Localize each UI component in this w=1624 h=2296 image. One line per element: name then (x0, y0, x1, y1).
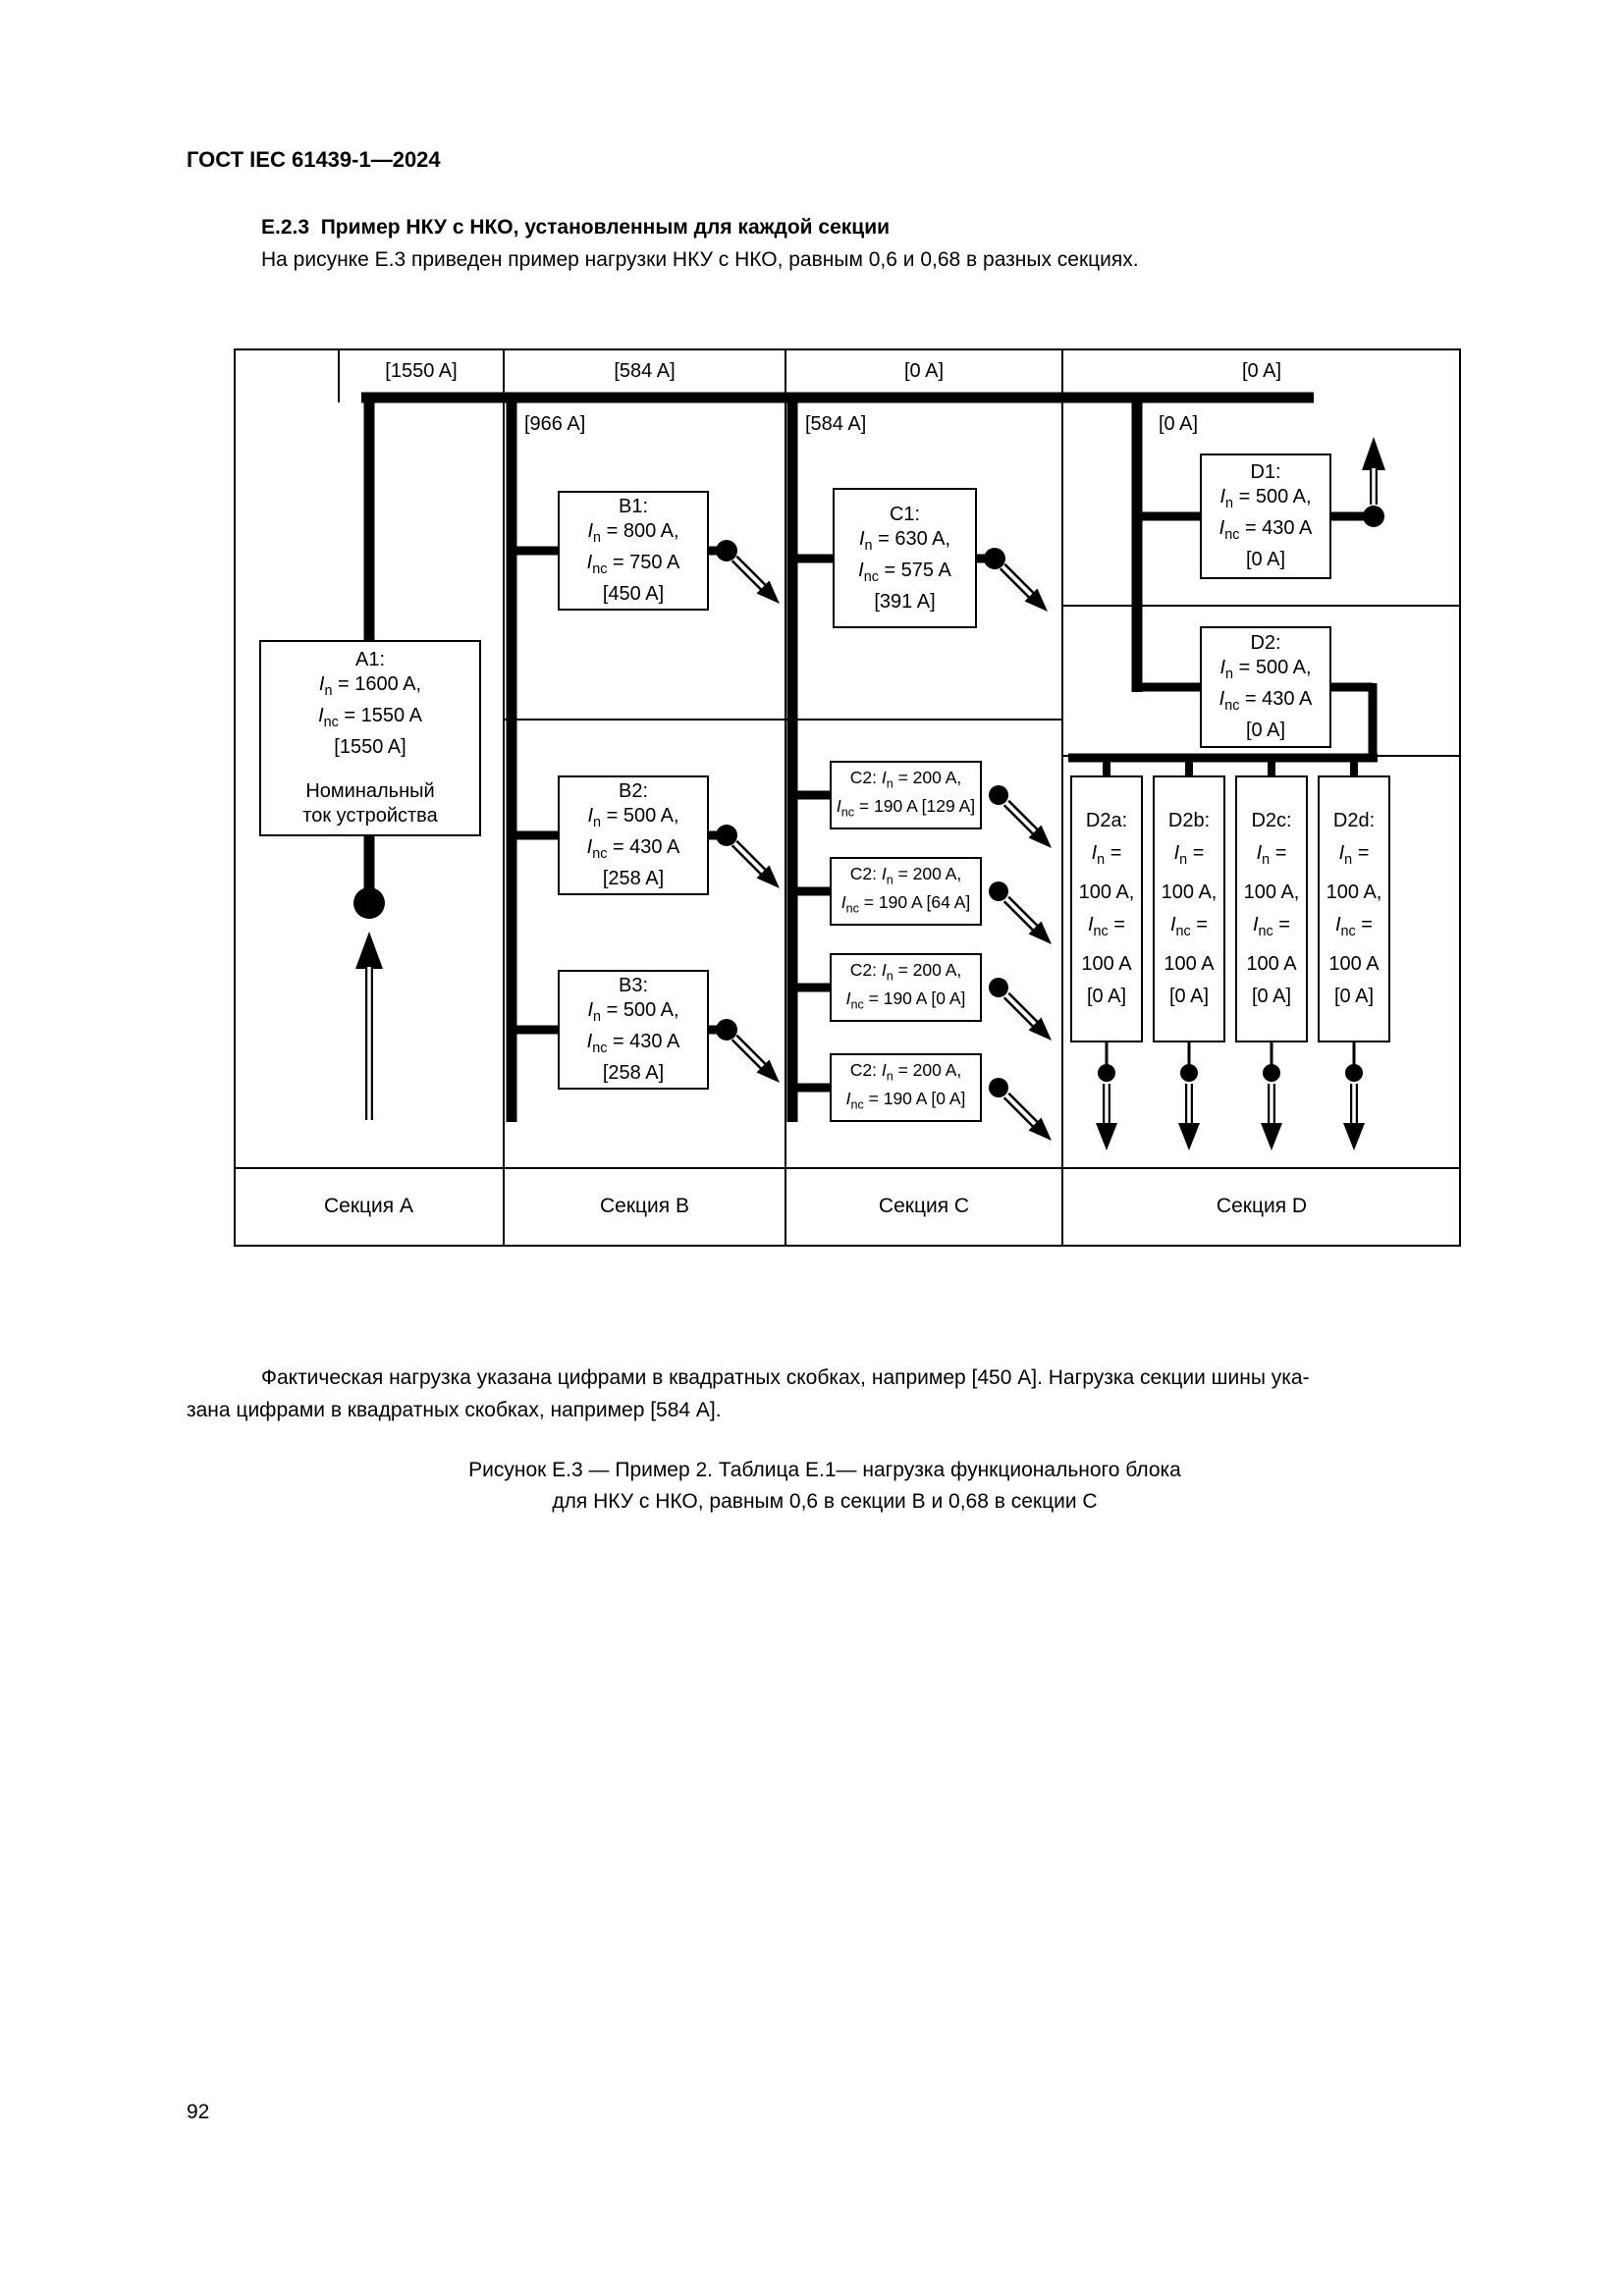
unit-d1-in: $I_n = 500$ A, (1219, 486, 1312, 511)
c1-connection-dot (984, 548, 1005, 569)
b3-outgoing-arrow-icon (734, 1038, 780, 1083)
unit-box-d2c (1235, 775, 1308, 1042)
unit-box-c1 (833, 488, 977, 628)
incoming-connection-dot (353, 887, 385, 919)
unit-d2-load: [0 A] (1245, 720, 1286, 741)
unit-d2b-id: D2b: (1167, 810, 1211, 831)
unit-box-c2-3 (830, 953, 982, 1022)
unit-d2a-l4: 100 A (1081, 953, 1132, 975)
unit-b2-inc: $I_{nc} = 430$ A (586, 836, 680, 862)
d2d-connection-dot (1345, 1064, 1363, 1082)
unit-b2-load: [258 A] (602, 868, 665, 889)
unit-d2c-load: [0 A] (1251, 986, 1292, 1007)
unit-a1-load: [1550 A] (334, 736, 406, 758)
unit-b3-load: [258 A] (602, 1062, 665, 1084)
unit-c2-4-line1: C2: $I_n = 200$ A, (849, 1059, 962, 1083)
document-header: ГОСТ IEC 61439-1—2024 (187, 147, 441, 172)
section-name-d: Секция D (1216, 1195, 1308, 1217)
section-name-b: Секция В (599, 1195, 689, 1217)
unit-a1-note-line1: Номинальный (305, 780, 435, 802)
unit-c2-4-line2: $I_{nc} = 190$ A [0 A] (845, 1089, 966, 1112)
unit-box-c2-2 (830, 857, 982, 926)
intro-paragraph: На рисунке Е.3 приведен пример нагрузки НКУ с НКО, равным 0,6 и 0,68 в разных секциях. (261, 248, 1139, 271)
unit-c1-inc: $I_{nc} = 575$ A (858, 559, 951, 585)
unit-b2-id: B2: (618, 780, 649, 802)
d2d-outgoing-arrow-icon (1343, 1084, 1365, 1150)
figure-e3-diagram (234, 348, 1461, 1247)
section-c-bus-load: [584 A] (805, 413, 867, 435)
unit-d2d-id: D2d: (1332, 810, 1376, 831)
unit-box-c2-4 (830, 1053, 982, 1122)
unit-c2-2-line1: C2: $I_n = 200$ A, (849, 863, 962, 886)
unit-d2a-load: [0 A] (1086, 986, 1127, 1007)
unit-d1-inc: $I_{nc} = 430$ A (1218, 517, 1313, 543)
section-b-bus-load: [966 A] (524, 413, 586, 435)
c2-1-outgoing-arrow-icon (1006, 803, 1052, 848)
section-d-bus-load: [0 A] (1159, 413, 1199, 435)
unit-d2b-l4: 100 A (1164, 953, 1215, 975)
unit-box-d1 (1200, 454, 1331, 579)
busbar-load-c: [0 A] (903, 359, 945, 382)
unit-b1-load: [450 A] (602, 583, 665, 605)
unit-box-d2a (1070, 775, 1143, 1042)
c2-3-connection-dot (989, 978, 1008, 997)
d2c-outgoing-arrow-icon (1261, 1084, 1282, 1150)
c2-1-connection-dot (989, 785, 1008, 805)
unit-d2-inc: $I_{nc} = 430$ A (1218, 688, 1313, 714)
unit-d2d-l1: $I_n$ = (1338, 842, 1370, 868)
unit-d2c-l4: 100 A (1246, 953, 1297, 975)
page-number: 92 (187, 2101, 210, 2123)
unit-d2c-l3: $I_{nc}$ = (1252, 914, 1290, 939)
unit-d1-load: [0 A] (1245, 549, 1286, 570)
c2-4-outgoing-arrow-icon (1006, 1095, 1052, 1141)
d2c-connection-dot (1263, 1064, 1280, 1082)
unit-b1-inc: $I_{nc} = 750$ A (586, 552, 680, 577)
unit-d2d-l2: 100 A, (1326, 881, 1382, 903)
unit-d2c-id: D2c: (1251, 810, 1292, 831)
unit-d2a-id: D2a: (1085, 810, 1128, 831)
unit-b3-inc: $I_{nc} = 430$ A (586, 1031, 680, 1056)
b1-connection-dot (716, 540, 737, 561)
figure-caption-line1: Рисунок Е.3 — Пример 2. Таблица Е.1— нагрузка функционального блока (468, 1459, 1181, 1481)
unit-box-d2d (1318, 775, 1390, 1042)
d1-connection-dot (1363, 506, 1384, 527)
unit-d2b-l1: $I_n$ = (1173, 842, 1205, 868)
busbar-load-b: [584 A] (614, 359, 676, 382)
unit-d2a-l1: $I_n$ = (1091, 842, 1122, 868)
b3-connection-dot (716, 1019, 737, 1041)
unit-d2-in: $I_n = 500$ A, (1219, 657, 1312, 682)
unit-b1-in: $I_n = 800$ A, (587, 520, 679, 546)
unit-a1-in: $I_n = 1600$ A, (318, 673, 422, 699)
unit-d2c-l2: 100 A, (1243, 881, 1300, 903)
b2-connection-dot (716, 825, 737, 846)
clause-heading: Е.2.3 Пример НКУ с НКО, установленным для каждой секции (261, 216, 891, 239)
c2-4-connection-dot (989, 1078, 1008, 1097)
unit-box-d2b (1153, 775, 1225, 1042)
incoming-arrow-icon (355, 932, 383, 969)
unit-d2-id: D2: (1250, 632, 1281, 654)
note-paragraph-line2: зана цифрами в квадратных скобках, например [584 А]. (187, 1399, 722, 1421)
d2b-outgoing-arrow-icon (1178, 1084, 1200, 1150)
busbar-load-d: [0 A] (1241, 359, 1282, 382)
unit-d2d-l4: 100 A (1328, 953, 1380, 975)
c1-outgoing-arrow-icon (1002, 566, 1048, 612)
unit-box-d2 (1200, 626, 1331, 748)
b1-outgoing-arrow-icon (734, 559, 780, 604)
c2-2-outgoing-arrow-icon (1006, 899, 1052, 944)
unit-c2-3-line1: C2: $I_n = 200$ A, (849, 959, 962, 983)
d2a-connection-dot (1098, 1064, 1115, 1082)
unit-b3-id: B3: (618, 975, 649, 996)
unit-box-b3 (558, 970, 709, 1090)
d2a-outgoing-arrow-icon (1096, 1084, 1117, 1150)
unit-box-c2-1 (830, 761, 982, 829)
unit-c2-2-line2: $I_{nc} = 190$ A [64 A] (840, 892, 971, 916)
unit-c1-id: C1: (889, 503, 921, 525)
figure-caption (187, 1455, 1463, 1518)
unit-d1-id: D1: (1250, 461, 1281, 483)
unit-a1-id: A1: (354, 649, 386, 670)
section-name-a: Секция А (323, 1195, 413, 1217)
unit-c2-3-line2: $I_{nc} = 190$ A [0 A] (845, 988, 966, 1012)
c2-3-outgoing-arrow-icon (1006, 995, 1052, 1041)
unit-box-b2 (558, 775, 709, 895)
unit-b3-in: $I_n = 500$ A, (587, 999, 679, 1025)
unit-d2b-l2: 100 A, (1161, 881, 1218, 903)
d1-up-arrow-icon (1362, 437, 1385, 470)
unit-b1-id: B1: (618, 496, 649, 517)
unit-d2d-load: [0 A] (1333, 986, 1375, 1007)
unit-box-b1 (558, 491, 709, 611)
unit-b2-in: $I_n = 500$ A, (587, 805, 679, 830)
note-paragraph-line1: Фактическая нагрузка указана цифрами в квадратных скобках, например [450 А]. Нагрузка секции шины ука- (261, 1366, 1310, 1389)
unit-d2a-l3: $I_{nc}$ = (1087, 914, 1125, 939)
unit-c2-1-line2: $I_{nc} = 190$ A [129 A] (836, 796, 976, 820)
unit-d2b-l3: $I_{nc}$ = (1169, 914, 1208, 939)
unit-d2a-l2: 100 A, (1078, 881, 1135, 903)
figure-caption-line2: для НКУ с НКО, равным 0,6 в секции В и 0,68 в секции С (552, 1490, 1098, 1513)
unit-d2b-load: [0 A] (1168, 986, 1210, 1007)
busbar-load-a: [1550 A] (385, 359, 458, 382)
unit-c1-in: $I_n = 630$ A, (858, 527, 951, 554)
unit-c2-1-line1: C2: $I_n = 200$ A, (849, 767, 962, 790)
unit-box-a1 (259, 640, 481, 836)
unit-d2c-l1: $I_n$ = (1256, 842, 1287, 868)
unit-a1-note-line2: ток устройства (302, 805, 438, 827)
c2-2-connection-dot (989, 881, 1008, 901)
b2-outgoing-arrow-icon (734, 843, 780, 888)
unit-c1-load: [391 A] (874, 590, 936, 613)
unit-a1-inc: $I_{nc} = 1550$ A (318, 705, 422, 730)
d2b-connection-dot (1180, 1064, 1198, 1082)
unit-d2d-l3: $I_{nc}$ = (1334, 914, 1373, 939)
section-name-c: Секция С (878, 1195, 970, 1217)
